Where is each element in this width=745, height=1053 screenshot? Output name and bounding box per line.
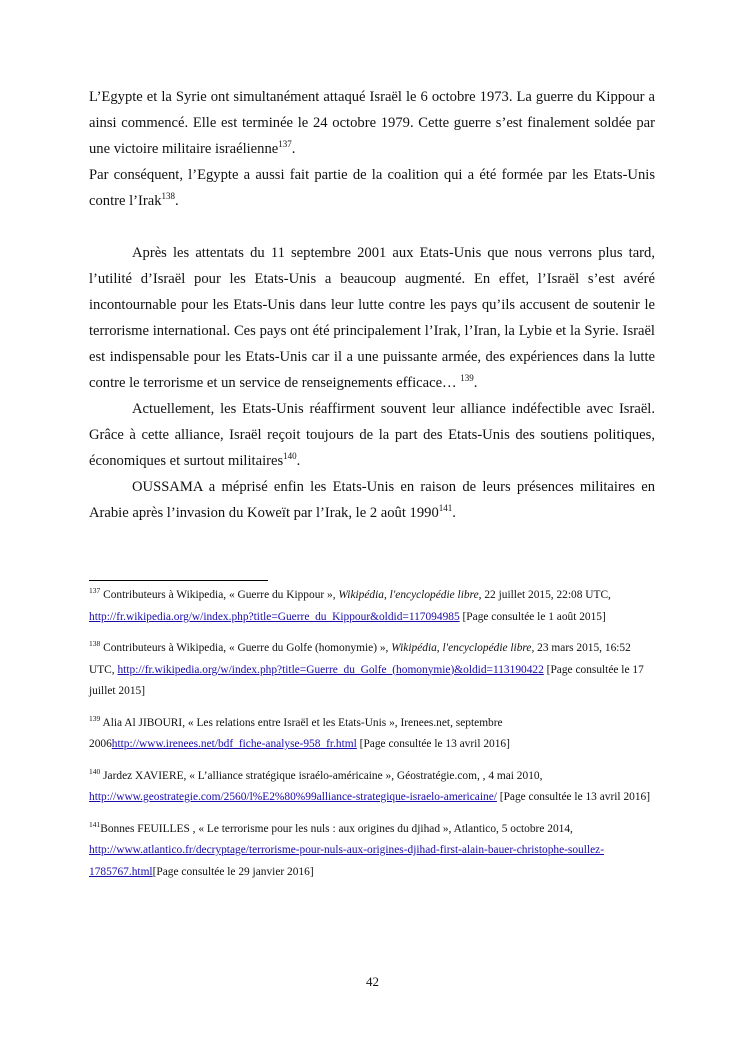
paragraph-text: Actuellement, les Etats-Unis réaffirment souvent leur alliance indéfectible avec Israël. Grâce à cette alliance, Israël reçoit toujours de la part des Etats-Unis des soutiens politiques, économiques et surtout militaires	[89, 401, 655, 469]
footnote-link[interactable]: http://www.irenees.net/bdf_fiche-analyse-958_fr.html	[111, 738, 357, 750]
footnote-link[interactable]: http://fr.wikipedia.org/w/index.php?title=Guerre_du_Golfe_(homonymie)&oldid=113190422	[117, 663, 544, 676]
footnote-separator	[89, 580, 268, 581]
footnote-link[interactable]: http://www.atlantico.fr/decryptage/terrorisme-pour-nuls-aux-origines-djihad-first-alain-bauer-christophe-soullez-1785767.html	[89, 844, 604, 878]
page-number: 42	[366, 974, 379, 989]
footnote-139: $^{139}$ Alia Al JIBOURI, « Les relations entre Israël et les Etats-Unis », Irenees.net, septembre 2006http://www.irenees.net/bdf_fiche-analyse-958_fr.html [Page consultée le 13 avril 2016]	[89, 713, 510, 750]
paragraph-text: L’Egypte et la Syrie ont simultanément attaqué Israël le 6 octobre 1973. La guerre du Kippour a ainsi commencé. Elle est terminée le 24 octobre 1979. Cette guerre s’est finalement soldée par une victoire militaire israélienne	[89, 89, 655, 157]
footnote-ref[interactable]: 137	[278, 139, 292, 150]
footnotes	[89, 585, 655, 893]
paragraph-gap	[89, 214, 655, 240]
footnote-ref[interactable]: 140	[283, 451, 297, 462]
footnote-138: $^{138}$ Contributeurs à Wikipedia, « Guerre du Golfe (homonymie) », Wikipédia, l'encyclopédie libre, 23 mars 2015, 16:52 UTC, http://fr.wikipedia.org/w/index.php?title=Guerre_du_Golfe_(homonymie)&oldid=113190422 [Page consultée le 17 juillet 2015]	[89, 639, 644, 697]
footnote-140: $^{140}$ Jardez XAVIERE, « L’alliance stratégique israélo-américaine », Géostratégie.com, , 4 mai 2010, http://www.geostrategie.com/2560/l%E2%80%99alliance-strategique-israelo-americaine/ [Page consultée le 13 avril 2016]	[89, 766, 651, 803]
footnote-link[interactable]: http://fr.wikipedia.org/w/index.php?title=Guerre_du_Kippour&oldid=117094985	[89, 610, 460, 623]
body-text	[89, 84, 655, 526]
paragraph-alliance: Actuellement, les Etats-Unis réaffirment souvent leur alliance indéfectible avec Israël. Grâce à cette alliance, Israël reçoit toujours de la part des Etats-Unis des soutiens politiques, économiques et surtout militaires$^{140}$.	[89, 401, 655, 469]
paragraph-coalition: Par conséquent, l’Egypte a aussi fait partie de la coalition qui a été formée par les Etats-Unis contre l’Irak$^{138}$.	[89, 167, 655, 209]
footnote-link[interactable]: http://www.geostrategie.com/2560/l%E2%80%99alliance-strategique-israelo-americaine/	[89, 791, 497, 803]
paragraph-attentats: Après les attentats du 11 septembre 2001 aux Etats-Unis que nous verrons plus tard, l’utilité d’Israël pour les Etats-Unis a beaucoup augmenté. En effet, l’Israël s’est avéré incontournable pour les Etats-Unis dans leur lutte contre les pays qu’ils accusent de soutenir le terrorisme international. Ces pays ont été principalement l’Irak, l’Iran, la Lybie et la Syrie. Israël est indispensable pour les Etats-Unis car il a une puissante armée, des expériences dans la lutte contre le terrorisme et un service de renseignements efficace… $^{139}$.	[89, 245, 655, 391]
footnote-137: $^{137}$ Contributeurs à Wikipedia, « Guerre du Kippour », Wikipédia, l'encyclopédie libre, 22 juillet 2015, 22:08 UTC, http://fr.wikipedia.org/w/index.php?title=Guerre_du_Kippour&oldid=117094985 [Page consultée le 1 août 2015]	[89, 586, 611, 623]
paragraph-text: Par conséquent, l’Egypte a aussi fait partie de la coalition qui a été formée par les Etats-Unis contre l’Irak	[89, 167, 655, 209]
paragraph-text: Après les attentats du 11 septembre 2001 aux Etats-Unis que nous verrons plus tard, l’utilité d’Israël pour les Etats-Unis a beaucoup augmenté. En effet, l’Israël s’est avéré incontournable pour les Etats-Unis dans leur lutte contre les pays qu’ils accusent de soutenir le terrorisme international. Ces pays ont été principalement l’Irak, l’Iran, la Lybie et la Syrie. Israël est indispensable pour les Etats-Unis car il a une puissante armée, des expériences dans la lutte contre le terrorisme et un service de renseignements efficace…	[89, 245, 655, 391]
footnote-ref[interactable]: 141	[438, 503, 453, 514]
footnote-ref[interactable]: 138	[161, 191, 176, 202]
paragraph-oussama: OUSSAMA a méprisé enfin les Etats-Unis en raison de leurs présences militaires en Arabie après l’invasion du Koweït par l’Irak, le 2 août 1990$^{141}$.	[89, 479, 655, 521]
footnote-ref[interactable]: 139	[460, 373, 474, 384]
paragraph-text: OUSSAMA a méprisé enfin les Etats-Unis en raison de leurs présences militaires en Arabie après l’invasion du Koweït par l’Irak, le 2 août 1990	[89, 479, 655, 521]
paragraph-kippour: L’Egypte et la Syrie ont simultanément attaqué Israël le 6 octobre 1973. La guerre du Kippour a ainsi commencé. Elle est terminée le 24 octobre 1979. Cette guerre s’est finalement soldée par une victoire militaire israélienne$^{137}$.	[89, 89, 655, 157]
footnote-141: $^{141}$Bonnes FEUILLES , « Le terrorisme pour les nuls : aux origines du djihad », Atlantico, 5 octobre 2014, http://www.atlantico.fr/decryptage/terrorisme-pour-nuls-aux-origines-djihad-first-alain-bauer-christophe-soullez-1785767.html[Page consultée le 29 janvier 2016]	[89, 819, 604, 878]
